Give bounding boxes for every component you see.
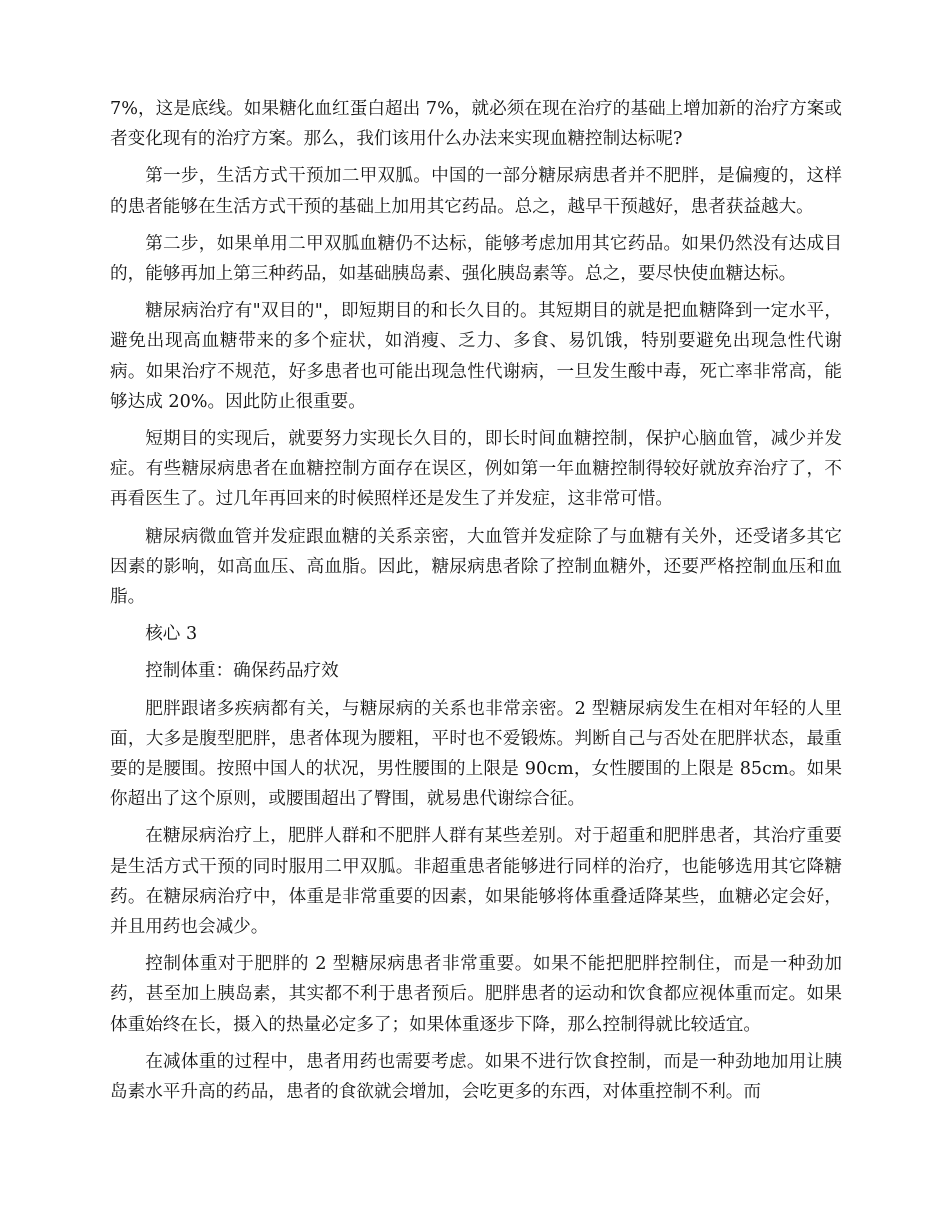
paragraph-2: 第一步，生活方式干预加二甲双胍。中国的一部分糖尿病患者并不肥胖，是偏瘦的，这样的患者能够在生活方式干预的基础上加用其它药品。总之，越早干预越好，患者获益越大。: [110, 166, 842, 217]
paragraph-9: 控制体重对于肥胖的 2 型糖尿病患者非常重要。如果不能把肥胖控制住，而是一种劲加药，甚至加上胰岛素，其实都不利于患者预后。肥胖患者的运动和饮食都应视体重而定。如果体重始终在长，摄入的热量必定多了；如果体重逐步下降，那么控制得就比较适宜。: [110, 954, 842, 1035]
document-page: [110, 94, 842, 1114]
paragraph-4: 糖尿病治疗有"双目的"，即短期目的和长久目的。其短期目的就是把血糖降到一定水平，避免出现高血糖带来的多个症状，如消瘦、乏力、多食、易饥饿，特别要避免出现急性代谢病。如果治疗不规范，好多患者也可能出现急性代谢病，一旦发生酸中毒，死亡率非常高，能够达成 20%。因此防止很重要。: [110, 301, 842, 412]
paragraph-3: 第二步，如果单用二甲双胍血糖仍不达标，能够考虑加用其它药品。如果仍然没有达成目的，能够再加上第三种药品，如基础胰岛素、强化胰岛素等。总之，要尽快使血糖达标。: [110, 233, 842, 285]
section-title: 控制体重：确保药品疗效: [145, 661, 339, 682]
section-number: 核心 3: [145, 624, 198, 645]
paragraph-6: 糖尿病微血管并发症跟血糖的关系亲密，大血管并发症除了与血糖有关外，还受诸多其它因素的影响，如高血压、高血脂。因此，糖尿病患者除了控制血糖外，还要严格控制血压和血脂。: [110, 526, 842, 608]
paragraph-8: 在糖尿病治疗上，肥胖人群和不肥胖人群有某些差别。对于超重和肥胖患者，其治疗重要是生活方式干预的同时服用二甲双胍。非超重患者能够进行同样的治疗，也能够选用其它降糖药。在糖尿病治疗中，体重是非常重要的因素，如果能够将体重叠适降某些，血糖必定会好，并且用药也会减少。: [110, 826, 842, 938]
paragraph-7: 肥胖跟诸多疾病都有关，与糖尿病的关系也非常亲密。2 型糖尿病发生在相对年轻的人里面，大多是腹型肥胖，患者体现为腰粗，平时也不爱锻炼。判断自己与否处在肥胖状态，最重要的是腰围。按照中国人的状况，男性腰围的上限是 90cm，女性腰围的上限是 85cm。如果你超出了这个原则，或腰围超出了臀围，就易患代谢综合征。: [110, 698, 842, 810]
paragraph-10: 在减体重的过程中，患者用药也需要考虑。如果不进行饮食控制，而是一种劲地加用让胰岛素水平升高的药品，患者的食欲就会增加，会吃更多的东西，对体重控制不利。而: [110, 1051, 842, 1103]
paragraph-5: 短期目的实现后，就要努力实现长久目的，即长时间血糖控制，保护心脑血管，减少并发症。有些糖尿病患者在血糖控制方面存在误区，例如第一年血糖控制得较好就放弃治疗了，不再看医生了。过几年再回来的时候照样还是发生了并发症，这非常可惜。: [110, 429, 842, 510]
paragraph-1: 7%，这是底线。如果糖化血红蛋白超出 7%，就必须在现在治疗的基础上增加新的治疗方案或者变化现有的治疗方案。那么，我们该用什么办法来实现血糖控制达标呢?: [110, 99, 842, 150]
